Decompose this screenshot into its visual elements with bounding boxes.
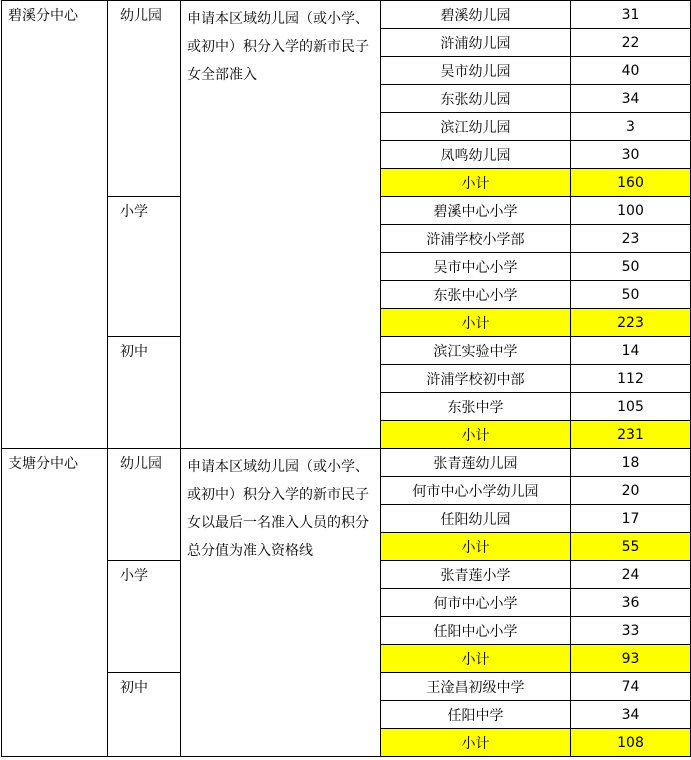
quota-count-cell: 40: [571, 57, 691, 85]
quota-count-cell: 112: [571, 365, 691, 393]
school-name-cell: 滨江实验中学: [381, 337, 571, 365]
center-name-cell: 支塘分中心: [2, 449, 108, 757]
school-name-cell: 何市中心小学幼儿园: [381, 477, 571, 505]
school-level-cell: 初中: [108, 673, 181, 757]
quota-count-cell: 24: [571, 561, 691, 589]
quota-count-cell: 74: [571, 673, 691, 701]
subtotal-label: 小计: [381, 645, 571, 673]
school-level-cell: 小学: [108, 561, 181, 673]
quota-count-cell: 100: [571, 197, 691, 225]
school-level-cell: 幼儿园: [108, 449, 181, 561]
quota-count-cell: 34: [571, 85, 691, 113]
quota-count-cell: 105: [571, 393, 691, 421]
school-name-cell: 吴市中心小学: [381, 253, 571, 281]
center-name-cell: 碧溪分中心: [2, 1, 108, 449]
quota-count-cell: 36: [571, 589, 691, 617]
subtotal-label: 小计: [381, 309, 571, 337]
quota-count-cell: 31: [571, 1, 691, 29]
school-name-cell: 任阳中学: [381, 701, 571, 729]
school-name-cell: 任阳中心小学: [381, 617, 571, 645]
school-level-cell: 初中: [108, 337, 181, 449]
subtotal-value: 231: [571, 421, 691, 449]
subtotal-label: 小计: [381, 421, 571, 449]
subtotal-value: 93: [571, 645, 691, 673]
subtotal-label: 小计: [381, 533, 571, 561]
table-row: [2, 1, 691, 29]
subtotal-label: 小计: [381, 169, 571, 197]
admission-policy-cell: 申请本区域幼儿园（或小学、或初中）积分入学的新市民子女全部准入: [181, 1, 381, 449]
quota-count-cell: 18: [571, 449, 691, 477]
school-level-cell: 幼儿园: [108, 1, 181, 197]
school-name-cell: 浒浦学校初中部: [381, 365, 571, 393]
quota-count-cell: 33: [571, 617, 691, 645]
subtotal-value: 160: [571, 169, 691, 197]
school-name-cell: 东张幼儿园: [381, 85, 571, 113]
school-name-cell: 吴市幼儿园: [381, 57, 571, 85]
school-name-cell: 浒浦学校小学部: [381, 225, 571, 253]
school-name-cell: 碧溪幼儿园: [381, 1, 571, 29]
quota-count-cell: 14: [571, 337, 691, 365]
table-body: [2, 1, 691, 757]
school-name-cell: 王淦昌初级中学: [381, 673, 571, 701]
school-name-cell: 浒浦幼儿园: [381, 29, 571, 57]
quota-count-cell: 50: [571, 281, 691, 309]
school-name-cell: 何市中心小学: [381, 589, 571, 617]
quota-count-cell: 23: [571, 225, 691, 253]
school-name-cell: 东张中学: [381, 393, 571, 421]
subtotal-value: 223: [571, 309, 691, 337]
school-name-cell: 张青莲幼儿园: [381, 449, 571, 477]
quota-count-cell: 20: [571, 477, 691, 505]
quota-count-cell: 30: [571, 141, 691, 169]
subtotal-label: 小计: [381, 729, 571, 757]
school-level-cell: 小学: [108, 197, 181, 337]
subtotal-value: 55: [571, 533, 691, 561]
school-name-cell: 碧溪中心小学: [381, 197, 571, 225]
quota-count-cell: 22: [571, 29, 691, 57]
quota-count-cell: 50: [571, 253, 691, 281]
table-row: [2, 449, 691, 477]
quota-count-cell: 3: [571, 113, 691, 141]
quota-count-cell: 34: [571, 701, 691, 729]
school-name-cell: 张青莲小学: [381, 561, 571, 589]
school-name-cell: 任阳幼儿园: [381, 505, 571, 533]
quota-count-cell: 17: [571, 505, 691, 533]
subtotal-value: 108: [571, 729, 691, 757]
school-name-cell: 东张中心小学: [381, 281, 571, 309]
admission-policy-cell: 申请本区域幼儿园（或小学、或初中）积分入学的新市民子女以最后一名准入人员的积分总分值为准入资格线: [181, 449, 381, 757]
school-name-cell: 凤鸣幼儿园: [381, 141, 571, 169]
admission-quota-table: [1, 0, 691, 757]
school-name-cell: 滨江幼儿园: [381, 113, 571, 141]
